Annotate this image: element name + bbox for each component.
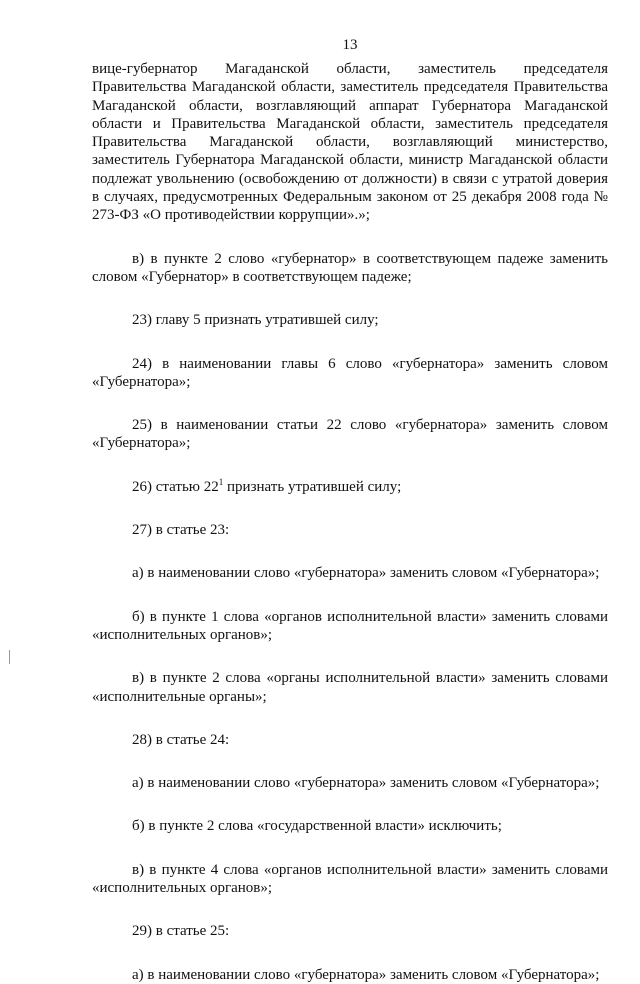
paragraph-item: 29) в статье 25: [132,923,230,940]
paragraph-item: б) в пункте 1 слова «органов исполнительной власти» заменить словами «исполнительных органов»; [92,608,608,643]
paragraph-item: 27) в статье 23: [132,522,230,539]
paragraph-item: 24) в наименовании главы 6 слово «губернатора» заменить словом «Губернатора»; [92,355,608,390]
scan-margin-mark [9,650,10,664]
paragraph-text: 26) статью 22 [132,478,219,495]
paragraph-item: а) в наименовании слово «губернатора» заменить словом «Губернатора»; [132,775,600,792]
superscript: 1 [218,476,224,487]
paragraph-text: признать утратившей силу; [223,478,402,495]
paragraph-item: 23) главу 5 признать утратившей силу; [132,312,379,329]
page-number: 13 [342,37,358,53]
paragraph-item: в) в пункте 4 слова «органов исполнительной власти» заменить словами «исполнительных органов»; [92,861,608,897]
paragraph-item: а) в наименовании слово «губернатора» заменить словом «Губернатора»; [132,966,600,983]
paragraph-item: 28) в статье 24: [132,731,230,748]
document-page [92,36,608,984]
paragraph-item: б) в пункте 2 слова «государственной власти» исключить; [132,818,502,835]
paragraph-item: в) в пункте 2 слово «губернатор» в соответствующем падеже заменить словом «Губернатор» в соответствующем падеже; [92,250,608,285]
paragraph-continuation: вице-губернатор Магаданской области, заместитель председателя Правительства Магаданской области, заместитель председателя Правительства Магаданской области, возглавляющий аппарат Губернатора Магаданской области и Правительства Магаданской области, заместитель председателя Правительства Магаданской области, возглавляющий министерство, заместитель Губернатора Магаданской области, министр Магаданской области подлежат увольнению (освобождению от должности) в связи с утратой доверия в случаях, предусмотренных Федеральным законом от 25 декабря 2008 года № 273-ФЗ «О противодействии коррупции».»; [92,61,608,224]
paragraph-item: а) в наименовании слово «губернатора» заменить словом «Губернатора»; [132,565,600,582]
paragraph-item: в) в пункте 2 слова «органы исполнительной власти» заменить словами «исполнительные органы»; [92,670,608,705]
paragraph-item: 25) в наименовании статьи 22 слово «губернатора» заменить словом «Губернатора»; [92,417,608,452]
paragraph-item [92,478,608,496]
